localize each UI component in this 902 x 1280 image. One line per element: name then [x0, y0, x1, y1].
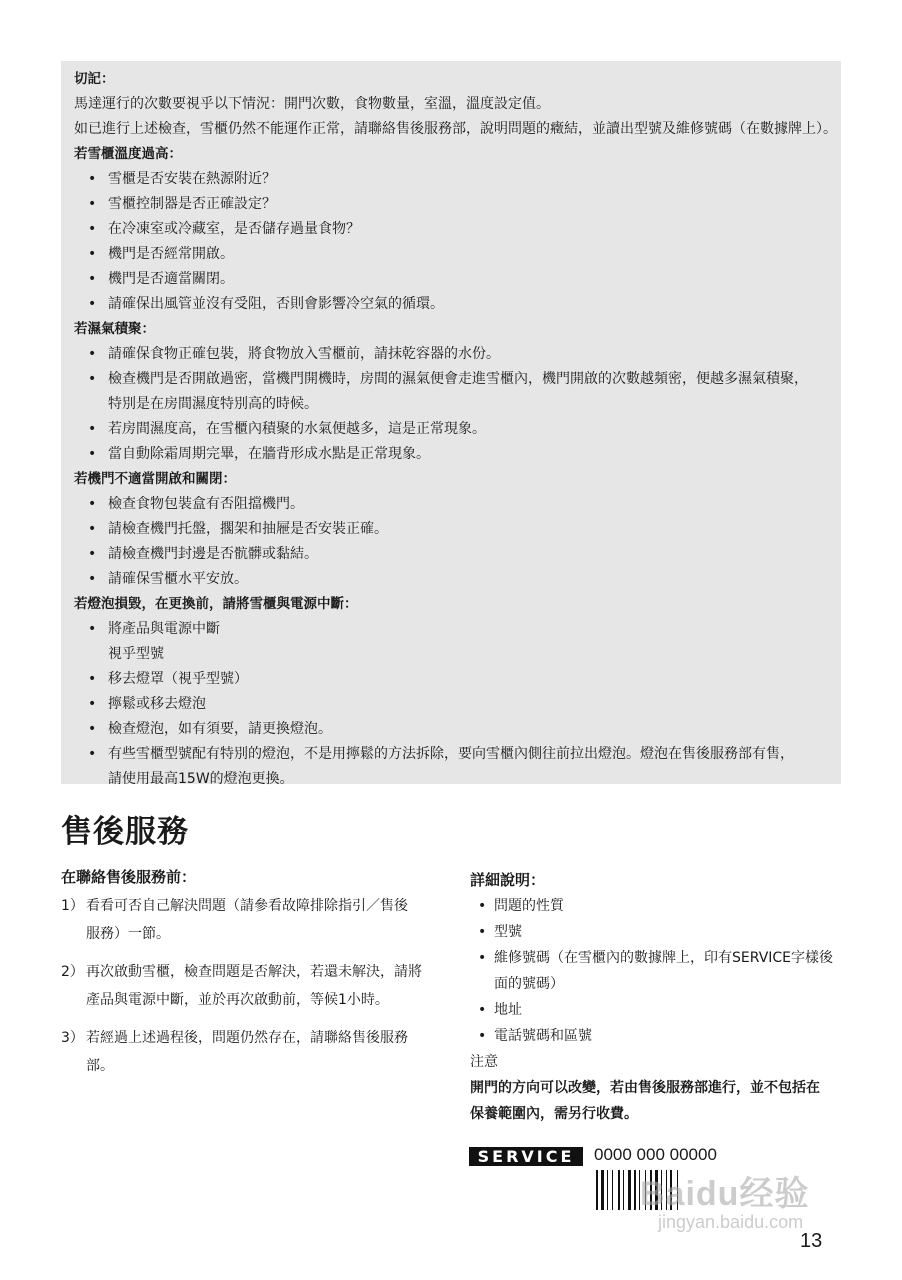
detail-item	[470, 997, 850, 1023]
bullet-icon: •	[478, 950, 487, 966]
notes-heading: 切記：	[74, 71, 115, 87]
bullet-item	[74, 542, 841, 567]
before-contact-column	[61, 864, 446, 1090]
notes-intro-2: 如已進行上述檢查，雪櫃仍然不能運作正常，請聯絡售後服務部，說明問題的癥結，並讀出型號及維修號碼（在數據牌上）。	[74, 121, 837, 137]
barcode-bar	[650, 1170, 652, 1210]
notes-box	[61, 61, 841, 787]
step-text	[86, 892, 408, 948]
bullet-icon: •	[88, 296, 97, 312]
details-list	[470, 893, 850, 1049]
detail-line: 面的號碼）	[494, 976, 564, 992]
bullet-icon: •	[88, 346, 97, 362]
bullet-item	[74, 492, 841, 517]
note-text	[470, 1075, 850, 1127]
bullet-icon: •	[478, 924, 487, 940]
bullet-text: 擰鬆或移去燈泡	[108, 696, 206, 712]
bullet-item	[74, 692, 841, 717]
step-text	[86, 958, 422, 1014]
bullet-item	[74, 367, 841, 392]
bullet-icon: •	[88, 696, 97, 712]
bullet-icon: •	[478, 1002, 487, 1018]
bullet-icon: •	[88, 746, 97, 762]
note-line: 開門的方向可以改變，若由售後服務部進行，並不包括在	[470, 1080, 820, 1096]
barcode-bar	[634, 1170, 636, 1210]
numbered-step	[61, 892, 446, 948]
bullet-icon: •	[88, 571, 97, 587]
bullet-item	[74, 267, 841, 292]
section-heading: 若燈泡損毀，在更換前，請將雪櫃與電源中斷：	[74, 596, 358, 612]
page-title: 售後服務	[61, 814, 189, 850]
bullet-item	[74, 617, 841, 642]
bullet-icon: •	[88, 421, 97, 437]
numbered-step	[61, 958, 446, 1014]
bullet-text: 若房間濕度高，在雪櫃內積聚的水氣便越多，這是正常現象。	[108, 421, 486, 437]
bullet-icon: •	[478, 898, 487, 914]
bullet-text: 機門是否經常開啟。	[108, 246, 234, 262]
watermark-url: jingyan.baidu.com	[658, 1212, 804, 1232]
barcode-bar	[628, 1170, 631, 1210]
bullet-icon: •	[88, 221, 97, 237]
bullet-continuation: 視乎型號	[108, 646, 164, 662]
bullet-icon: •	[88, 271, 97, 287]
bullet-icon: •	[88, 171, 97, 187]
bullet-item	[74, 742, 841, 767]
bullet-text: 檢查燈泡，如有須要，請更換燈泡。	[108, 721, 332, 737]
bullet-item	[74, 667, 841, 692]
bullet-text: 機門是否適當關閉。	[108, 271, 234, 287]
step-number: 3）	[61, 1030, 84, 1046]
detail-line: 地址	[494, 1002, 522, 1018]
barcode-bar	[623, 1170, 624, 1210]
bullet-text: 當自動除霜周期完畢，在牆背形成水點是正常現象。	[108, 446, 430, 462]
numbered-step	[61, 1024, 446, 1080]
bullet-text: 將產品與電源中斷	[108, 621, 220, 637]
before-contact-heading: 在聯絡售後服務前：	[61, 868, 197, 886]
bullet-item	[74, 242, 841, 267]
step-line: 部。	[86, 1058, 114, 1074]
bullet-text: 請檢查機門封邊是否骯髒或黏結。	[108, 546, 318, 562]
detail-item	[470, 945, 850, 997]
bullet-icon: •	[478, 1028, 487, 1044]
detail-line: 電話號碼和區號	[494, 1028, 592, 1044]
barcode-bar	[655, 1170, 658, 1210]
step-line: 若經過上述過程後，問題仍然存在，請聯絡售後服務	[86, 1030, 408, 1046]
bullet-icon: •	[88, 521, 97, 537]
barcode-bar	[677, 1170, 678, 1210]
section-heading: 若濕氣積聚：	[74, 321, 155, 337]
bullet-text: 有些雪櫃型號配有特別的燈泡，不是用擰鬆的方法拆除，要向雪櫃內側往前拉出燈泡。燈泡在售後服務部有售，	[108, 746, 794, 762]
barcode-bar	[618, 1170, 620, 1210]
bullet-text: 雪櫃控制器是否正確設定？	[108, 196, 276, 212]
bullet-icon: •	[88, 621, 97, 637]
service-number: 0000 000 00000	[594, 1145, 717, 1164]
bullet-text: 請確保雪櫃水平安放。	[108, 571, 248, 587]
bullet-continuation: 特別是在房間濕度特別高的時候。	[108, 396, 318, 412]
bullet-text: 請確保食物正確包裝，將食物放入雪櫃前，請抹乾容器的水份。	[108, 346, 500, 362]
bullet-icon: •	[88, 246, 97, 262]
barcode-bar	[645, 1170, 646, 1210]
bullet-item	[74, 442, 841, 467]
bullet-item	[74, 717, 841, 742]
step-text	[86, 1024, 408, 1080]
barcode-bar	[607, 1170, 608, 1210]
bullet-item	[74, 217, 841, 242]
detail-line: 型號	[494, 924, 522, 940]
barcode-bar	[612, 1170, 613, 1210]
bullet-item	[74, 417, 841, 442]
note-line: 保養範圍內，需另行收費。	[470, 1106, 638, 1122]
details-column	[470, 867, 850, 1127]
bullet-text: 檢查食物包裝盒有否阻擋機門。	[108, 496, 304, 512]
details-heading: 詳細說明：	[470, 871, 546, 889]
bullet-continuation: 請使用最高15W的燈泡更換。	[108, 771, 294, 787]
bullet-icon: •	[88, 446, 97, 462]
watermark-logo-text: Baidu经验	[640, 1175, 810, 1213]
step-number: 1）	[61, 898, 84, 914]
bullet-text: 雪櫃是否安裝在熱源附近？	[108, 171, 276, 187]
barcode-bar	[666, 1170, 667, 1210]
step-line: 再次啟動雪櫃，檢查問題是否解決，若還未解決，請將	[86, 964, 422, 980]
bullet-icon: •	[88, 546, 97, 562]
bullet-text: 移去燈罩（視乎型號）	[108, 671, 248, 687]
bullet-item	[74, 167, 841, 192]
barcode-graphic	[596, 1170, 746, 1210]
note-label: 注意	[470, 1054, 498, 1070]
bullet-item	[74, 567, 841, 592]
bullet-icon: •	[88, 671, 97, 687]
step-number: 2）	[61, 964, 84, 980]
bullet-item	[74, 517, 841, 542]
bullet-icon: •	[88, 196, 97, 212]
detail-line: 維修號碼（在雪櫃內的數據牌上，印有SERVICE字樣後	[494, 950, 834, 966]
detail-item	[470, 919, 850, 945]
bullet-item	[74, 342, 841, 367]
step-line: 服務）一節。	[86, 926, 170, 942]
bullet-text: 在冷凍室或冷藏室，是否儲存過量食物？	[108, 221, 360, 237]
service-label: SERVICE	[469, 1147, 583, 1166]
troubleshooting-sections	[74, 142, 841, 792]
bullet-icon: •	[88, 371, 97, 387]
bullet-text: 請確保出風管並沒有受阻，否則會影響冷空氣的循環。	[108, 296, 444, 312]
bullet-icon: •	[88, 496, 97, 512]
detail-line: 問題的性質	[494, 898, 564, 914]
bullet-item	[74, 292, 841, 317]
barcode-bar	[601, 1170, 604, 1210]
bullet-text: 請檢查機門托盤，擱架和抽屜是否安裝正確。	[108, 521, 388, 537]
bullet-text: 檢查機門是否開啟過密，當機門開機時，房間的濕氣便會走進雪櫃內，機門開啟的次數越頻密，便越多濕氣積聚，	[108, 371, 808, 387]
page-number: 13	[800, 1230, 823, 1252]
section-heading: 若機門不適當開啟和關閉：	[74, 471, 236, 487]
barcode-bar	[639, 1170, 640, 1210]
notes-intro-1: 馬達運行的次數要視乎以下情況：開門次數，食物數量，室溫，溫度設定值。	[74, 96, 550, 112]
detail-item	[470, 1023, 850, 1049]
barcode-bar	[596, 1170, 598, 1210]
step-line: 看看可否自己解決問題（請參看故障排除指引／售後	[86, 898, 408, 914]
barcode-bar	[670, 1170, 672, 1210]
bullet-icon: •	[88, 721, 97, 737]
section-heading: 若雪櫃溫度過高：	[74, 146, 182, 162]
before-contact-steps	[61, 892, 446, 1080]
detail-item	[470, 893, 850, 919]
step-line: 產品與電源中斷，並於再次啟動前，等候1小時。	[86, 992, 389, 1008]
bullet-item	[74, 192, 841, 217]
barcode-bar	[661, 1170, 662, 1210]
